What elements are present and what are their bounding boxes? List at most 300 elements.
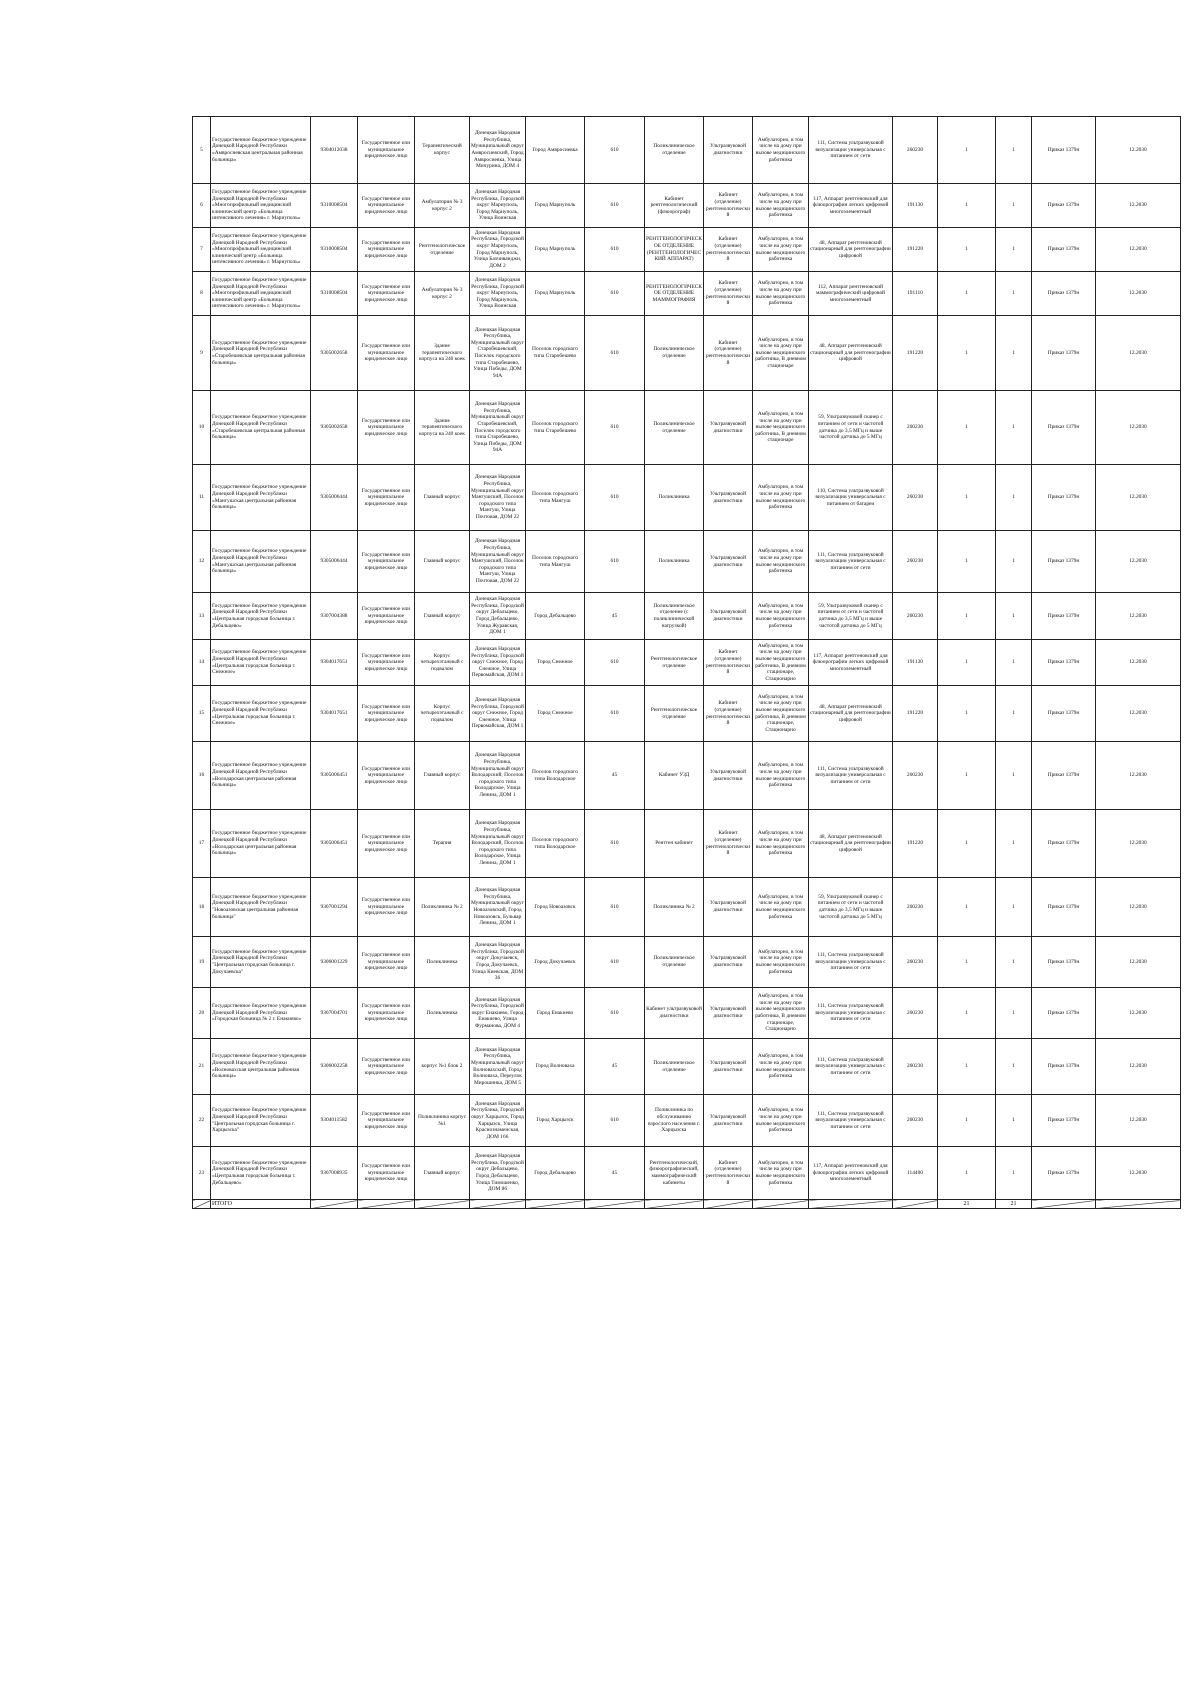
cell-addr: Донецкая Народная Республика, Городской округ Докучаевск, Город Докучаевск, Улица Киевская, ДОМ 36 (470, 937, 526, 988)
cell-n: 13 (193, 593, 211, 640)
cell-form: Государственное или муниципальное юридическое лицо (358, 686, 415, 742)
cell-year: 12.2030 (1096, 1095, 1181, 1147)
cell-diag: Кабинет (отделение) рентгенологический (704, 184, 753, 228)
cell-order: Приказ 1379н (1032, 742, 1096, 810)
cell-org: Государственное бюджетное учреждение Донецкой Народной Республики «Мангушская центральная районная больница» (211, 465, 311, 531)
cell-addr: Донецкая Народная Республика, Городской округ Мариуполь, Город Мариуполь, Улица Воинская (470, 272, 526, 316)
cell-unit: Поликлиника корпус №1 (415, 1095, 470, 1147)
table-row (193, 272, 1181, 316)
cell-code: 9304012038 (311, 117, 358, 184)
cell-qty2: 1 (996, 1095, 1032, 1147)
cell-year: 12.2030 (1096, 1039, 1181, 1095)
cell-n: 22 (193, 1095, 211, 1147)
cell-addr: Донецкая Народная Республика, Муниципальный округ Старобешевский, Поселок городского типа Старобешево, Улица Победы, ДОМ 94А (470, 316, 526, 391)
cell-year: 12.2030 (1096, 988, 1181, 1039)
cell-diag: Ультразвуковой диагностики (704, 593, 753, 640)
table-row (193, 117, 1181, 184)
cell-addr: Донецкая Народная Республика, Городской округ Снежное, Город Снежное, Улица Первомайская, ДОМ 1 (470, 640, 526, 686)
cell-addr: Донецкая Народная Республика, Муниципальный округ Амвросиевский, Город Амвросиевка, Улица Мичурина, ДОМ 4 (470, 117, 526, 184)
cell-cond: Амбулаторно, в том числе на дому при вызове медицинского работника, В дневном стационаре, Стационарно (753, 988, 809, 1039)
cell-cond: Амбулаторно, в том числе на дому при вызове медицинского работника (753, 937, 809, 988)
cell-qty2: 1 (996, 988, 1032, 1039)
cell-cond: Амбулаторно, в том числе на дому при вызове медицинского работника (753, 184, 809, 228)
cell-org: Государственное бюджетное учреждение Донецкой Народной Республики «Центральная городская больница г. Снежное» (211, 640, 311, 686)
cell-qty2: 1 (996, 1039, 1032, 1095)
cell-addr: Донецкая Народная Республика, Городской округ Дебальцево, Город Дебальцево, Улица Журавская, ДОМ 1 (470, 593, 526, 640)
cell-order: Приказ 1379н (1032, 810, 1096, 878)
cell-form: Государственное или муниципальное юридическое лицо (358, 316, 415, 391)
cell-unit: Амбулатория № 3 корпус 2 (415, 184, 470, 228)
cell-n: 20 (193, 988, 211, 1039)
cell-year: 12.2030 (1096, 742, 1181, 810)
cell-qty2: 1 (996, 228, 1032, 272)
cell-device: 111, Система ультразвуковой визуализации универсальная с питанием от сети (809, 988, 893, 1039)
cell-locality: Поселок городского типа Старобешево (526, 316, 585, 391)
cell-qty1: 1 (938, 1147, 996, 1200)
cell-unit: Рентгенологическое отделение (415, 228, 470, 272)
cell-locality: Поселок городского типа Старобешево (526, 391, 585, 465)
cell-device: 59, Ультразвуковой сканер с питанием от сети и частотой датчика до 3,5 МГц и выше частотой датчика до 5 МГц (809, 593, 893, 640)
cell-form: Государственное или муниципальное юридическое лицо (358, 465, 415, 531)
cell-dept: Поликлиника (645, 465, 704, 531)
cell-nkmi: 191220 (893, 686, 938, 742)
cell-qty2: 1 (996, 316, 1032, 391)
cell-diag: Ультразвуковой диагностики (704, 531, 753, 593)
cell-n: 19 (193, 937, 211, 988)
cell-code: 9310008504 (311, 272, 358, 316)
cell-okato: 45 (585, 1147, 645, 1200)
cell-dept: Поликлиническое отделение (645, 316, 704, 391)
cell-nkmi: 260230 (893, 531, 938, 593)
cell-okato: 610 (585, 640, 645, 686)
cell-unit: Поликлиника (415, 937, 470, 988)
cell-code: 9305002658 (311, 391, 358, 465)
cell-unit: Здание терапевтического корпуса на 240 коек (415, 391, 470, 465)
cell-locality: Поселок городского типа Мангуш (526, 465, 585, 531)
cell-code: 9304017651 (311, 686, 358, 742)
total-empty-cell (470, 1200, 526, 1209)
cell-code: 9305006451 (311, 810, 358, 878)
cell-diag: Кабинет (отделение) рентгенологический (704, 810, 753, 878)
cell-year: 12.2030 (1096, 316, 1181, 391)
cell-addr: Донецкая Народная Республика, Городской округ Енакиево, Город Енакиево, Улица Фурманова, ДОМ 4 (470, 988, 526, 1039)
cell-nkmi: 260230 (893, 878, 938, 937)
cell-org: Государственное бюджетное учреждение Донецкой Народной Республики «Мангушская центральная районная больница» (211, 531, 311, 593)
cell-addr: Донецкая Народная Республика, Муниципальный округ Волновахский, Город Волноваха, Переулок Мирошника, ДОМ 5 (470, 1039, 526, 1095)
total-empty-cell (415, 1200, 470, 1209)
total-empty-cell (893, 1200, 938, 1209)
cell-locality: Город Мариуполь (526, 228, 585, 272)
cell-code: 9305006451 (311, 742, 358, 810)
cell-qty1: 1 (938, 686, 996, 742)
cell-device: 117, Аппарат рентгеновский для флюорографии легких цифровой многоэлементный (809, 184, 893, 228)
cell-order: Приказ 1379н (1032, 391, 1096, 465)
cell-qty2: 1 (996, 810, 1032, 878)
cell-device: 111, Система ультразвуковой визуализации универсальная с питанием от сети (809, 1039, 893, 1095)
cell-dept: Поликлиника № 2 (645, 878, 704, 937)
cell-qty2: 1 (996, 593, 1032, 640)
total-empty-cell (1032, 1200, 1096, 1209)
cell-qty1: 1 (938, 1095, 996, 1147)
cell-diag: Кабинет (отделение) рентгенологический (704, 316, 753, 391)
cell-cond: Амбулаторно, в том числе на дому при вызове медицинского работника, В дневном стационаре (753, 391, 809, 465)
cell-qty1: 1 (938, 391, 996, 465)
cell-okato: 45 (585, 593, 645, 640)
cell-addr: Донецкая Народная Республика, Муниципальный округ Володарский, Поселок городского типа Володарское, Улица Ленина, ДОМ 1 (470, 810, 526, 878)
cell-diag: Ультразвуковой диагностики (704, 742, 753, 810)
cell-order: Приказ 1379н (1032, 1147, 1096, 1200)
cell-code: 9305002658 (311, 316, 358, 391)
cell-order: Приказ 1379н (1032, 937, 1096, 988)
cell-year: 12.2030 (1096, 686, 1181, 742)
cell-locality: Город Харцызск (526, 1095, 585, 1147)
cell-year: 12.2030 (1096, 810, 1181, 878)
cell-code: 9306001229 (311, 937, 358, 988)
cell-code: 9304017651 (311, 640, 358, 686)
cell-unit: Главный корпус (415, 531, 470, 593)
cell-year: 12.2030 (1096, 878, 1181, 937)
table-row (193, 988, 1181, 1039)
total-empty-cell (704, 1200, 753, 1209)
cell-year: 12.2030 (1096, 465, 1181, 531)
total-empty-cell (526, 1200, 585, 1209)
cell-form: Государственное или муниципальное юридическое лицо (358, 228, 415, 272)
cell-okato: 610 (585, 686, 645, 742)
cell-locality: Город Снежное (526, 686, 585, 742)
cell-unit: Терапевтический корпус (415, 117, 470, 184)
cell-nkmi: 260230 (893, 1095, 938, 1147)
cell-addr: Донецкая Народная Республика, Муниципальный округ Новоазовский, Город Новоазовск, Бульвар Ленина, ДОМ 1 (470, 878, 526, 937)
cell-diag: Кабинет (отделение) рентгенологический (704, 1147, 753, 1200)
cell-device: 111, Система ультразвуковой визуализации универсальная с питанием от сети (809, 531, 893, 593)
cell-okato: 610 (585, 391, 645, 465)
cell-code: 9310008504 (311, 184, 358, 228)
cell-qty2: 1 (996, 742, 1032, 810)
cell-order: Приказ 1379н (1032, 316, 1096, 391)
cell-qty1: 1 (938, 117, 996, 184)
cell-diag: Кабинет (отделение) рентгенологический (704, 640, 753, 686)
cell-unit: Поликлиника (415, 988, 470, 1039)
cell-qty2: 1 (996, 531, 1032, 593)
cell-addr: Донецкая Народная Республика, Городской округ Снежное, Город Снежное, Улица Первомайская, ДОМ 1 (470, 686, 526, 742)
cell-okato: 610 (585, 1095, 645, 1147)
cell-order: Приказ 1379н (1032, 1095, 1096, 1147)
cell-form: Государственное или муниципальное юридическое лицо (358, 117, 415, 184)
cell-device: 117, Аппарат рентгеновский для флюорографии легких цифровой многоэлементный (809, 1147, 893, 1200)
cell-org: Государственное бюджетное учреждение Донецкой Народной Республики «Старобешевская центральная районная больница» (211, 391, 311, 465)
cell-year: 12.2030 (1096, 1147, 1181, 1200)
total-empty-cell (809, 1200, 893, 1209)
cell-n: 10 (193, 391, 211, 465)
cell-unit: Корпус четырехэтажный с подвалом (415, 640, 470, 686)
cell-order: Приказ 1379н (1032, 878, 1096, 937)
cell-okato: 45 (585, 742, 645, 810)
cell-org: Государственное бюджетное учреждение Донецкой Народной Республики «Многопрофильный медицинский клинический центр «Больница интенсивного лечения» г. Мариуполь» (211, 272, 311, 316)
cell-order: Приказ 1379н (1032, 988, 1096, 1039)
cell-nkmi: 191130 (893, 184, 938, 228)
cell-form: Государственное или муниципальное юридическое лицо (358, 391, 415, 465)
cell-cond: Амбулаторно, в том числе на дому при вызове медицинского работника (753, 1039, 809, 1095)
cell-year: 12.2030 (1096, 391, 1181, 465)
cell-qty2: 1 (996, 272, 1032, 316)
cell-okato: 610 (585, 272, 645, 316)
cell-order: Приказ 1379н (1032, 593, 1096, 640)
cell-n: 23 (193, 1147, 211, 1200)
cell-diag: Кабинет (отделение) рентгенологический (704, 228, 753, 272)
table-row (193, 1039, 1181, 1095)
cell-diag: Ультразвуковой диагностики (704, 1039, 753, 1095)
table-row (193, 593, 1181, 640)
cell-n: 11 (193, 465, 211, 531)
cell-n: 21 (193, 1039, 211, 1095)
cell-nkmi: 191220 (893, 810, 938, 878)
cell-nkmi: 260230 (893, 117, 938, 184)
cell-okato: 610 (585, 184, 645, 228)
total-qty2: 21 (996, 1200, 1032, 1209)
cell-device: 48, Аппарат рентгеновский стационарный для рентгенографии цифровой (809, 316, 893, 391)
cell-cond: Амбулаторно, в том числе на дому при вызове медицинского работника (753, 531, 809, 593)
cell-org: Государственное бюджетное учреждение Донецкой Народной Республики «Городская больница № 2 г. Енакиево» (211, 988, 311, 1039)
cell-dept: Поликлиническое отделение (645, 117, 704, 184)
cell-dept: Рентгенологический, флюорографический, маммографический кабинеты (645, 1147, 704, 1200)
cell-qty1: 1 (938, 878, 996, 937)
cell-year: 12.2030 (1096, 640, 1181, 686)
cell-addr: Донецкая Народная Республика, Городской округ Мариуполь, Город Мариуполь, Улица Воинская (470, 184, 526, 228)
cell-dept: Поликлиническое отделение (645, 1039, 704, 1095)
table-row (193, 686, 1181, 742)
cell-n: 6 (193, 184, 211, 228)
total-empty-cell (645, 1200, 704, 1209)
cell-qty1: 1 (938, 640, 996, 686)
cell-dept: Поликлиническое отделение (с поликлинической нагрузкой) (645, 593, 704, 640)
cell-nkmi: 260230 (893, 1039, 938, 1095)
cell-qty2: 1 (996, 640, 1032, 686)
cell-form: Государственное или муниципальное юридическое лицо (358, 1095, 415, 1147)
cell-locality: Город Волноваха (526, 1039, 585, 1095)
table-row (193, 184, 1181, 228)
cell-device: 111, Система ультразвуковой визуализации универсальная с питанием от сети (809, 1095, 893, 1147)
cell-year: 12.2030 (1096, 593, 1181, 640)
cell-org: Государственное бюджетное учреждение Донецкой Народной Республики «Волновахская центральная районная больница» (211, 1039, 311, 1095)
cell-addr: Донецкая Народная Республика, Муниципальный округ Володарский, Поселок городского типа Володарское, Улица Ленина, ДОМ 1 (470, 742, 526, 810)
cell-dept: Поликлиническое отделение (645, 391, 704, 465)
cell-cond: Амбулаторно, в том числе на дому при вызове медицинского работника (753, 593, 809, 640)
cell-form: Государственное или муниципальное юридическое лицо (358, 988, 415, 1039)
cell-dept: Кабинет рентгенологический (флюорограф) (645, 184, 704, 228)
cell-addr: Донецкая Народная Республика, Муниципальный округ Старобешевский, Поселок городского типа Старобешево, Улица Победы, ДОМ 94А (470, 391, 526, 465)
table-row (193, 316, 1181, 391)
table-row (193, 937, 1181, 988)
cell-diag: Ультразвуковой диагностики (704, 878, 753, 937)
cell-order: Приказ 1379н (1032, 228, 1096, 272)
cell-org: Государственное бюджетное учреждение Донецкой Народной Республики "Центральная городская больница г. Докучаевска" (211, 937, 311, 988)
cell-locality: Город Дебальцево (526, 1147, 585, 1200)
cell-locality: Город Амвросиевка (526, 117, 585, 184)
cell-n: 9 (193, 316, 211, 391)
cell-addr: Донецкая Народная Республика, Городской округ Дебальцево, Город Дебальцево, Улица Тимошенко, ДОМ 86 (470, 1147, 526, 1200)
cell-code: 9307004701 (311, 988, 358, 1039)
cell-locality: Город Новоазовск (526, 878, 585, 937)
cell-form: Государственное или муниципальное юридическое лицо (358, 937, 415, 988)
cell-device: 48, Аппарат рентгеновский стационарный для рентгенографии цифровой (809, 686, 893, 742)
cell-year: 12.2030 (1096, 117, 1181, 184)
cell-device: 59, Ультразвуковой сканер с питанием от сети и частотой датчика до 3,5 МГц и выше частотой датчика до 5 МГц (809, 391, 893, 465)
cell-unit: Поликлиника № 2 (415, 878, 470, 937)
total-label: ИТОГО (211, 1200, 311, 1209)
cell-qty2: 1 (996, 184, 1032, 228)
cell-nkmi: 191220 (893, 228, 938, 272)
cell-code: 9304011582 (311, 1095, 358, 1147)
cell-locality: Город Мариуполь (526, 184, 585, 228)
cell-qty1: 1 (938, 937, 996, 988)
cell-locality: Поселок городского типа Володарское (526, 742, 585, 810)
total-empty-cell (1096, 1200, 1181, 1209)
cell-org: Государственное бюджетное учреждение Донецкой Народной Республики "Центральная городская больница г. Харцызска" (211, 1095, 311, 1147)
cell-qty2: 1 (996, 117, 1032, 184)
document-sheet (192, 116, 1181, 1209)
cell-org: Государственное бюджетное учреждение Донецкой Народной Республики «Володарская центральная районная больница» (211, 810, 311, 878)
cell-unit: Главный корпус (415, 742, 470, 810)
cell-nkmi: 114400 (893, 1147, 938, 1200)
cell-nkmi: 260230 (893, 391, 938, 465)
cell-cond: Амбулаторно, в том числе на дому при вызове медицинского работника (753, 117, 809, 184)
cell-addr: Донецкая Народная Республика, Городской округ Харцызск, Город Харцызск, Улица Краснознаменская, ДОМ 166 (470, 1095, 526, 1147)
total-empty-cell (358, 1200, 415, 1209)
cell-org: Государственное бюджетное учреждение Донецкой Народной Республики «Центральная городская больница г. Дебальцево» (211, 593, 311, 640)
cell-dept: Поликлиническое отделение (645, 937, 704, 988)
cell-form: Государственное или муниципальное юридическое лицо (358, 878, 415, 937)
cell-cond: Амбулаторно, в том числе на дому при вызове медицинского работника, В дневном стационаре, Стационарно (753, 640, 809, 686)
cell-okato: 610 (585, 988, 645, 1039)
cell-qty1: 1 (938, 531, 996, 593)
cell-form: Государственное или муниципальное юридическое лицо (358, 593, 415, 640)
cell-diag: Ультразвуковой диагностики (704, 1095, 753, 1147)
cell-diag: Ультразвуковой диагностики (704, 937, 753, 988)
cell-n: 5 (193, 117, 211, 184)
table-body (193, 117, 1181, 1209)
cell-org: Государственное бюджетное учреждение Донецкой Народной Республики «Центральная городская больница г. Дебальцево» (211, 1147, 311, 1200)
cell-dept: Поликлиника по обслуживанию взрослого населения г. Харцызска (645, 1095, 704, 1147)
cell-nkmi: 260230 (893, 465, 938, 531)
total-empty-cell (753, 1200, 809, 1209)
cell-qty1: 1 (938, 1039, 996, 1095)
cell-okato: 610 (585, 937, 645, 988)
table-row (193, 742, 1181, 810)
cell-unit: Главный корпус (415, 593, 470, 640)
cell-locality: Город Енакиево (526, 988, 585, 1039)
cell-cond: Амбулаторно, в том числе на дому при вызове медицинского работника (753, 272, 809, 316)
cell-device: 110, Система ультразвуковой визуализации универсальная с питанием от батареи (809, 465, 893, 531)
cell-qty1: 1 (938, 988, 996, 1039)
cell-qty2: 1 (996, 937, 1032, 988)
cell-year: 12.2030 (1096, 937, 1181, 988)
cell-unit: Амбулатория № 3 корпус 2 (415, 272, 470, 316)
cell-org: Государственное бюджетное учреждение Донецкой Народной Республики «Многопрофильный медицинский клинический центр «Больница интенсивного лечения» г. Мариуполь» (211, 228, 311, 272)
cell-dept: Кабинет УЗД (645, 742, 704, 810)
cell-cond: Амбулаторно, в том числе на дому при вызове медицинского работника (753, 228, 809, 272)
cell-code: 9307004388 (311, 593, 358, 640)
cell-device: 111, Система ультразвуковой визуализации универсальная с питанием от сети (809, 742, 893, 810)
cell-code: 9305006444 (311, 465, 358, 531)
cell-locality: Город Мариуполь (526, 272, 585, 316)
cell-nkmi: 191130 (893, 640, 938, 686)
cell-okato: 610 (585, 228, 645, 272)
cell-form: Государственное или муниципальное юридическое лицо (358, 184, 415, 228)
cell-order: Приказ 1379н (1032, 531, 1096, 593)
cell-order: Приказ 1379н (1032, 117, 1096, 184)
cell-order: Приказ 1379н (1032, 640, 1096, 686)
cell-n: 17 (193, 810, 211, 878)
cell-okato: 610 (585, 878, 645, 937)
cell-order: Приказ 1379н (1032, 465, 1096, 531)
cell-year: 12.2030 (1096, 184, 1181, 228)
cell-diag: Ультразвуковой диагностики (704, 465, 753, 531)
cell-locality: Поселок городского типа Володарское (526, 810, 585, 878)
cell-device: 48, Аппарат рентгеновский стационарный для рентгенографии цифровой (809, 810, 893, 878)
cell-unit: Главный корпус (415, 465, 470, 531)
cell-dept: РЕНТГЕНОЛОГИЧЕСКОЕ ОТДЕЛЕНИЕ (РЕНТГЕНОЛОГИЧЕСКИЙ АППАРАТ) (645, 228, 704, 272)
cell-n: 8 (193, 272, 211, 316)
cell-diag: Ультразвуковой диагностики (704, 988, 753, 1039)
cell-okato: 610 (585, 531, 645, 593)
cell-cond: Амбулаторно, в том числе на дому при вызове медицинского работника (753, 878, 809, 937)
cell-n: 12 (193, 531, 211, 593)
cell-nkmi: 191220 (893, 316, 938, 391)
cell-addr: Донецкая Народная Республика, Муниципальный округ Мангушский, Поселок городского типа Мангуш, Улица Почтовая, ДОМ 22 (470, 465, 526, 531)
cell-qty2: 1 (996, 391, 1032, 465)
cell-nkmi: 191110 (893, 272, 938, 316)
cell-code: 9306002258 (311, 1039, 358, 1095)
cell-locality: Город Снежное (526, 640, 585, 686)
table-row (193, 531, 1181, 593)
cell-year: 12.2030 (1096, 531, 1181, 593)
cell-n: 14 (193, 640, 211, 686)
cell-qty1: 1 (938, 465, 996, 531)
cell-order: Приказ 1379н (1032, 1039, 1096, 1095)
cell-unit: Главный корпус (415, 1147, 470, 1200)
total-row (193, 1200, 1181, 1209)
cell-form: Государственное или муниципальное юридическое лицо (358, 531, 415, 593)
cell-device: 48, Аппарат рентгеновский стационарный для рентгенографии цифровой (809, 228, 893, 272)
cell-okato: 610 (585, 117, 645, 184)
cell-device: 111, Система ультразвуковой визуализации универсальная с питанием от сети (809, 117, 893, 184)
cell-dept: Рентгенологическое отделение (645, 640, 704, 686)
cell-diag: Ультразвуковой диагностики (704, 117, 753, 184)
cell-diag: Кабинет (отделение) рентгенологический (704, 272, 753, 316)
cell-qty2: 1 (996, 878, 1032, 937)
cell-unit: Корпус четырехэтажный с подвалом (415, 686, 470, 742)
cell-qty1: 1 (938, 184, 996, 228)
cell-org: Государственное бюджетное учреждение Донецкой Народной Республики «Володарская центральная районная больница» (211, 742, 311, 810)
cell-n: 18 (193, 878, 211, 937)
cell-qty2: 1 (996, 465, 1032, 531)
cell-diag: Ультразвуковой диагностики (704, 391, 753, 465)
cell-addr: Донецкая Народная Республика, Городской округ Мариуполь, Город Мариуполь, Улица Бахчиванджи, ДОМ 2 (470, 228, 526, 272)
total-empty-cell (585, 1200, 645, 1209)
total-qty1: 21 (938, 1200, 996, 1209)
cell-addr: Донецкая Народная Республика, Муниципальный округ Мангушский, Поселок городского типа Мангуш, Улица Почтовая, ДОМ 22 (470, 531, 526, 593)
cell-qty2: 1 (996, 686, 1032, 742)
cell-cond: Амбулаторно, в том числе на дому при вызове медицинского работника (753, 742, 809, 810)
cell-locality: Город Докучаевск (526, 937, 585, 988)
cell-dept: Рентгенологическое отделение (645, 686, 704, 742)
table-row (193, 1147, 1181, 1200)
cell-form: Государственное или муниципальное юридическое лицо (358, 272, 415, 316)
table-row (193, 640, 1181, 686)
cell-form: Государственное или муниципальное юридическое лицо (358, 810, 415, 878)
cell-form: Государственное или муниципальное юридическое лицо (358, 742, 415, 810)
cell-nkmi: 260230 (893, 742, 938, 810)
